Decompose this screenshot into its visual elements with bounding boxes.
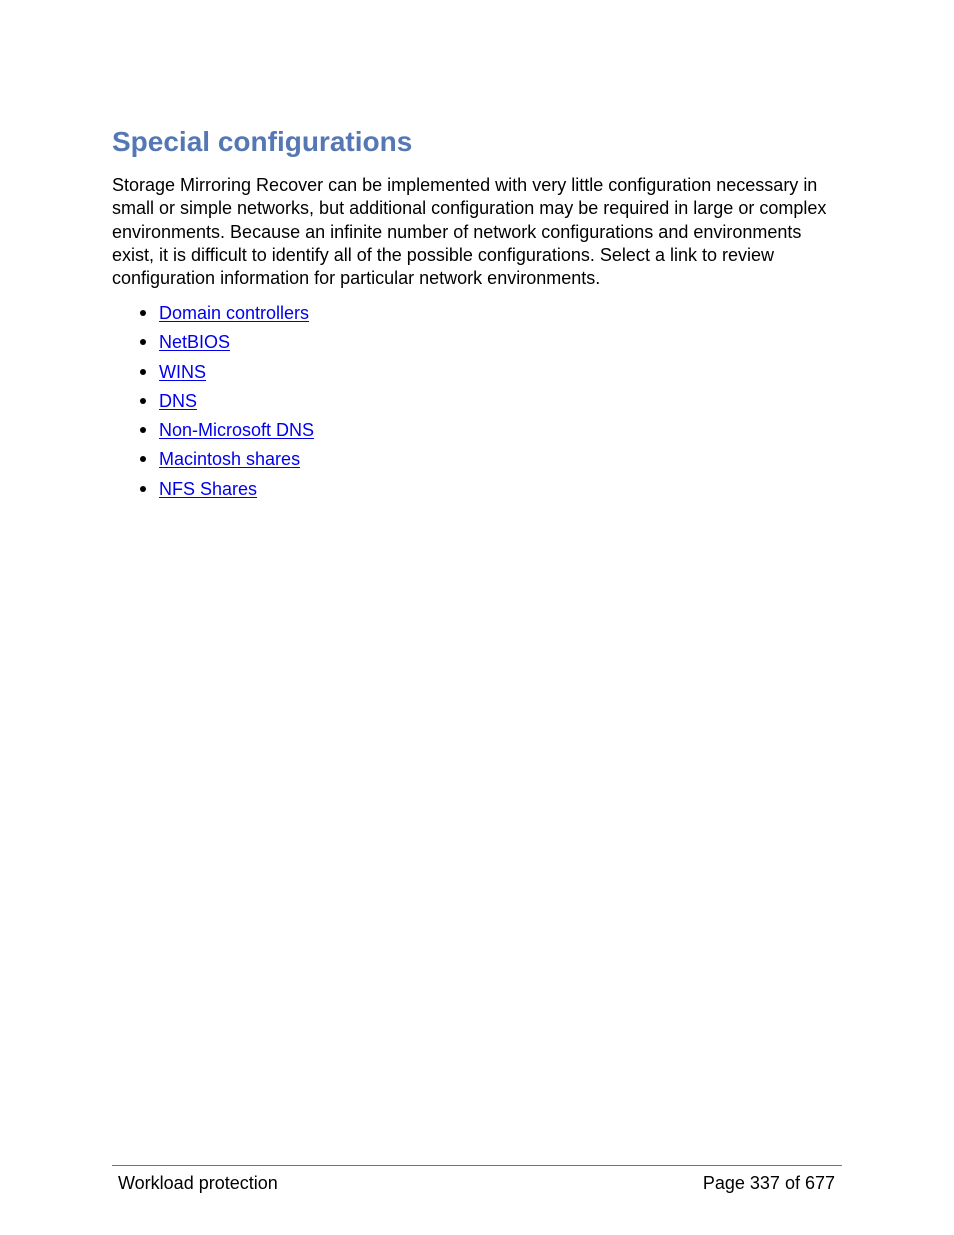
list-item: [112, 329, 314, 358]
list-item: [112, 388, 314, 417]
link-wins[interactable]: WINS: [159, 361, 206, 382]
intro-paragraph: Storage Mirroring Recover can be implemented with very little configuration necessary in small or simple networks, but additional configuration may be required in large or complex environments. Because an infinite number of network configurations and environments exist, it is difficult to identify all of the possible configurations. Select a link to review configuration information for particular network environments.: [112, 175, 827, 289]
list-item: [112, 300, 314, 329]
footer-page-number: Page 337 of 677: [702, 1173, 835, 1193]
bullet-icon: [140, 369, 146, 375]
list-item: [112, 417, 314, 446]
list-item: [112, 359, 314, 388]
bullet-icon: [140, 486, 146, 492]
bullet-icon: [140, 310, 146, 316]
bullet-icon: [140, 398, 146, 404]
page-title: Special configurations: [112, 126, 413, 157]
footer-section-name: Workload protection: [118, 1173, 278, 1193]
bullet-icon: [140, 427, 146, 433]
bullet-icon: [140, 339, 146, 345]
bullet-icon: [140, 456, 146, 462]
configuration-links-list: [112, 300, 314, 505]
link-netbios[interactable]: NetBIOS: [159, 332, 231, 353]
link-non-microsoft-dns[interactable]: Non-Microsoft DNS: [159, 420, 315, 441]
link-nfs-shares[interactable]: NFS Shares: [159, 478, 258, 499]
link-domain-controllers[interactable]: Domain controllers: [159, 303, 310, 323]
footer-divider: [112, 1165, 842, 1166]
link-macintosh-shares[interactable]: Macintosh shares: [159, 449, 301, 470]
list-item: [112, 476, 314, 505]
list-item: [112, 446, 314, 475]
link-dns[interactable]: DNS: [159, 390, 198, 411]
